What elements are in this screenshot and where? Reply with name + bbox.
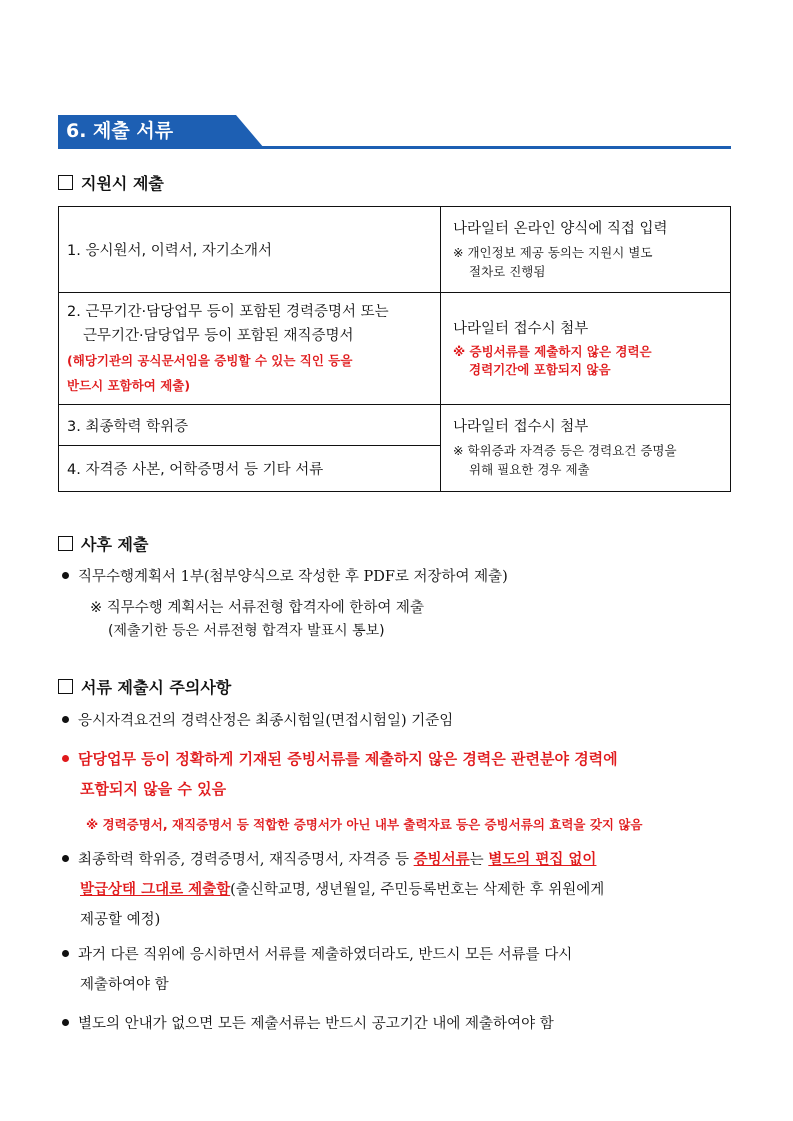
checkbox-square-icon: [58, 175, 73, 190]
caution-b4-line2: 제출하여야 함: [80, 977, 169, 993]
caution-b3-line3: 제공할 예정): [80, 912, 161, 928]
table-cell: [59, 405, 441, 446]
bullet-icon: [62, 716, 69, 723]
section-title: 6. 제출 서류: [66, 120, 174, 142]
post-heading: 사후 제출: [58, 532, 148, 555]
row2-note-line2: 경력기간에 포함되지 않음: [469, 361, 611, 377]
row34-note-line2: 위해 필요한 경우 제출: [469, 462, 590, 477]
table-cell: [59, 207, 441, 293]
table-row: [59, 405, 731, 446]
row3-left-text: 3. 최종학력 학위증: [67, 418, 189, 435]
list-item: [62, 940, 572, 1000]
caution-b3-red2: 별도의 편집 없이: [488, 852, 597, 868]
bullet-icon: [62, 855, 69, 862]
list-item: 직무수행계획서 1부(첨부양식으로 작성한 후 PDF로 저장하여 제출): [62, 562, 508, 592]
caution-b4-line1: 과거 다른 직위에 응시하면서 서류를 제출하였더라도, 반드시 모든 서류를 다시: [78, 947, 573, 963]
caution-b5-text: 별도의 안내가 없으면 모든 제출서류는 반드시 공고기간 내에 제출하여야 함: [78, 1016, 554, 1032]
caution-b3-red1: 증빙서류: [413, 852, 470, 868]
row2-right-main: 나라일터 접수시 첨부: [453, 320, 589, 337]
row34-right-main: 나라일터 접수시 첨부: [453, 419, 589, 435]
row1-left-text: 1. 응시원서, 이력서, 자기소개서: [67, 243, 272, 259]
row2-left-line1: 2. 근무기간·담당업무 등이 포함된 경력증명서 또는: [67, 303, 389, 320]
table-row: [59, 293, 731, 405]
table-cell: [59, 446, 441, 492]
row2-red-line1: (해당기관의 공식문서임을 증빙할 수 있는 직인 등을: [67, 352, 353, 368]
table-cell: [441, 207, 731, 293]
caution-b2-line1: 담당업무 등이 정확하게 기재된 증빙서류를 제출하지 않은 경력은 관련분야 경력에: [78, 750, 618, 768]
list-item: [62, 1009, 554, 1039]
caution-b3-mid: 는: [469, 852, 489, 868]
row34-note-line1: ※ 학위증과 자격증 등은 경력요건 증명을: [453, 443, 677, 458]
bullet-icon: [62, 1019, 69, 1026]
checkbox-square-icon: [58, 536, 73, 551]
caution-b2-line2: 포함되지 않을 수 있음: [80, 780, 227, 798]
bullet-icon: [62, 572, 69, 579]
row2-left-line2: 근무기간·담당업무 등이 포함된 재직증명서: [83, 327, 354, 344]
row2-red-line2: 반드시 포함하여 제출): [67, 377, 191, 393]
post-note-2: (제출기한 등은 서류전형 합격자 발표시 통보): [108, 623, 385, 639]
apply-heading: 지원시 제출: [58, 171, 164, 194]
checkbox-square-icon: [58, 679, 73, 694]
row4-left-text: 4. 자격증 사본, 어학증명서 등 기타 서류: [67, 462, 324, 478]
row1-note-line2: 절차로 진행됨: [469, 263, 546, 279]
caution-b3-tail: (출신학교명, 생년월일, 주민등록번호는 삭제한 후 위원에게: [230, 882, 605, 898]
caution-b3-text: 최종학력 학위증, 경력증명서, 재직증명서, 자격증 등: [78, 852, 414, 868]
row2-note-line1: ※ 증빙서류를 제출하지 않은 경력은: [453, 343, 652, 359]
list-item: 응시자격요건의 경력산정은 최종시험일(면접시험일) 기준임: [62, 706, 453, 736]
table-row: [59, 207, 731, 293]
section-header: [58, 115, 731, 149]
caution-b3-red3: 발급상태 그대로 제출함: [80, 882, 231, 898]
list-item: [62, 845, 738, 935]
row1-right-main: 나라일터 온라인 양식에 직접 입력: [453, 220, 668, 237]
list-item: [62, 744, 618, 804]
bullet-icon: [62, 950, 69, 957]
section-underline: [58, 146, 731, 149]
table-cell: [441, 405, 731, 492]
table-cell: [59, 293, 441, 405]
caution-heading: 서류 제출시 주의사항: [58, 675, 231, 698]
table-cell: [441, 293, 731, 405]
caution-b2-note: ※ 경력증명서, 재직증명서 등 적합한 증명서가 아닌 내부 출력자료 등은 증빙서류의 효력을 갖지 않음: [86, 817, 643, 832]
row1-note-line1: ※ 개인정보 제공 동의는 지원시 별도: [453, 244, 653, 260]
post-note-1: ※ 직무수행 계획서는 서류전형 합격자에 한하여 제출: [90, 600, 424, 616]
documents-table: [58, 206, 731, 492]
bullet-icon: [62, 755, 69, 762]
